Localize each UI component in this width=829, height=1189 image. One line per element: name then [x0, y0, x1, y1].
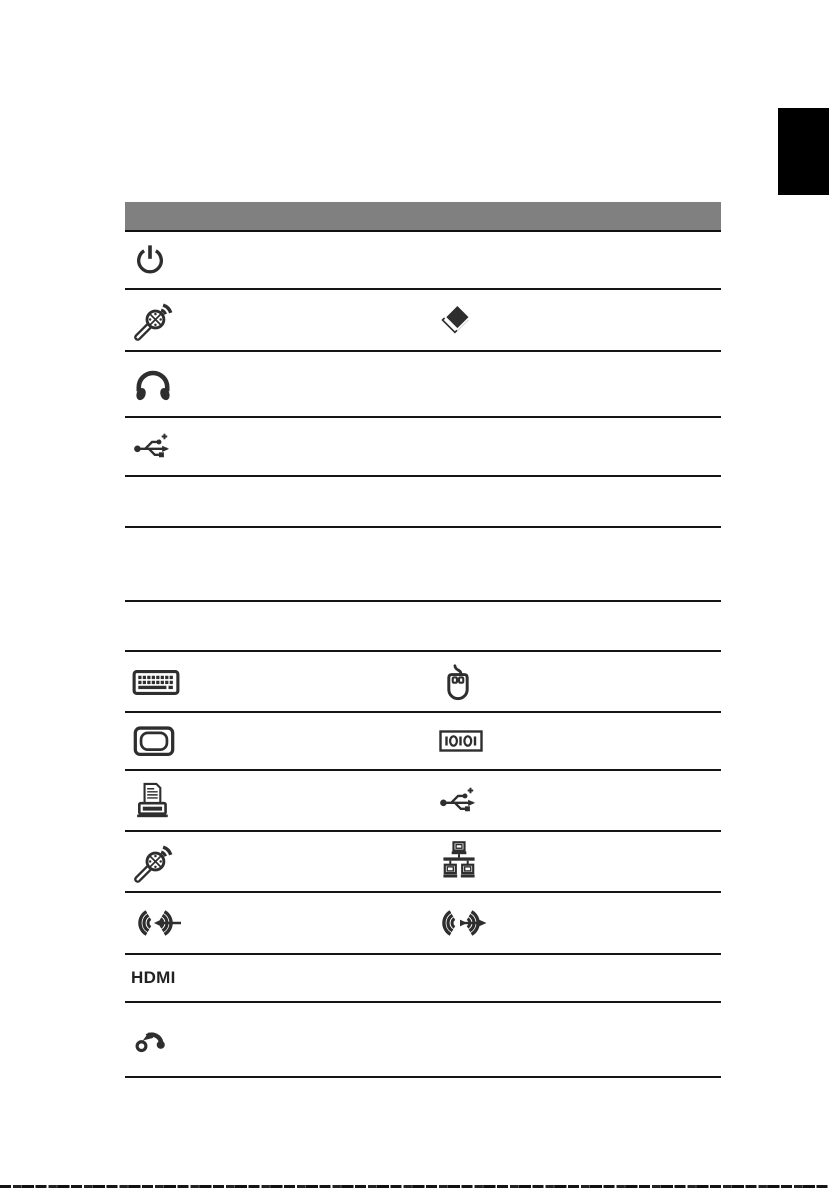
- table-cell-left: [131, 241, 169, 279]
- memory-card-icon: [437, 300, 477, 340]
- table-cell-left: [131, 897, 183, 949]
- table-row: [125, 477, 721, 528]
- table-row: [125, 528, 721, 602]
- power-icon: [131, 241, 169, 279]
- printer-icon: [131, 780, 173, 822]
- audio-line-in-icon: [131, 897, 183, 949]
- table-row: [125, 771, 721, 832]
- table-cell-middle: [437, 897, 489, 949]
- headphones-icon: [131, 362, 175, 406]
- table-row: [125, 893, 721, 955]
- table-row: [125, 832, 721, 893]
- scan-artifact-line: [0, 1185, 829, 1189]
- usb-icon: [437, 779, 481, 823]
- network-icon: [437, 840, 481, 884]
- table-cell-middle: [437, 779, 481, 823]
- table-cell-left: [131, 657, 181, 707]
- table-cell-left: [131, 718, 177, 764]
- table-cell-middle: [437, 717, 485, 765]
- table-cell-left: [131, 780, 173, 822]
- monitor-icon: [131, 718, 177, 764]
- microphone-icon: [131, 297, 177, 343]
- audio-out-loop-icon: [131, 1019, 173, 1061]
- table-row: [125, 652, 721, 713]
- table-row: [125, 1003, 721, 1078]
- table-cell-middle: [437, 840, 481, 884]
- table-row: [125, 955, 721, 1003]
- ports-table: [125, 202, 721, 1078]
- table-header-bar: [125, 202, 721, 232]
- table-row: [125, 290, 721, 352]
- keyboard-icon: [131, 657, 181, 707]
- page-edge-tab: [778, 108, 829, 195]
- table-cell-left: [131, 839, 177, 885]
- table-cell-left: [131, 425, 175, 469]
- microphone-icon: [131, 839, 177, 885]
- table-cell-left: [131, 297, 177, 343]
- table-row: [125, 352, 721, 418]
- table-cell-left: [131, 362, 175, 406]
- table-cell-left: [131, 968, 176, 988]
- hdmi-label: HDMI: [131, 968, 176, 987]
- table-rows: [125, 232, 721, 1078]
- usb-icon: [131, 425, 175, 469]
- table-cell-left: [131, 1019, 173, 1061]
- table-cell-middle: [437, 661, 479, 703]
- table-row: [125, 602, 721, 652]
- table-row: [125, 418, 721, 477]
- table-row: [125, 232, 721, 290]
- mouse-icon: [437, 661, 479, 703]
- serial-port-icon: [437, 717, 485, 765]
- table-cell-middle: [437, 300, 477, 340]
- table-row: [125, 713, 721, 771]
- audio-line-out-icon: [437, 897, 489, 949]
